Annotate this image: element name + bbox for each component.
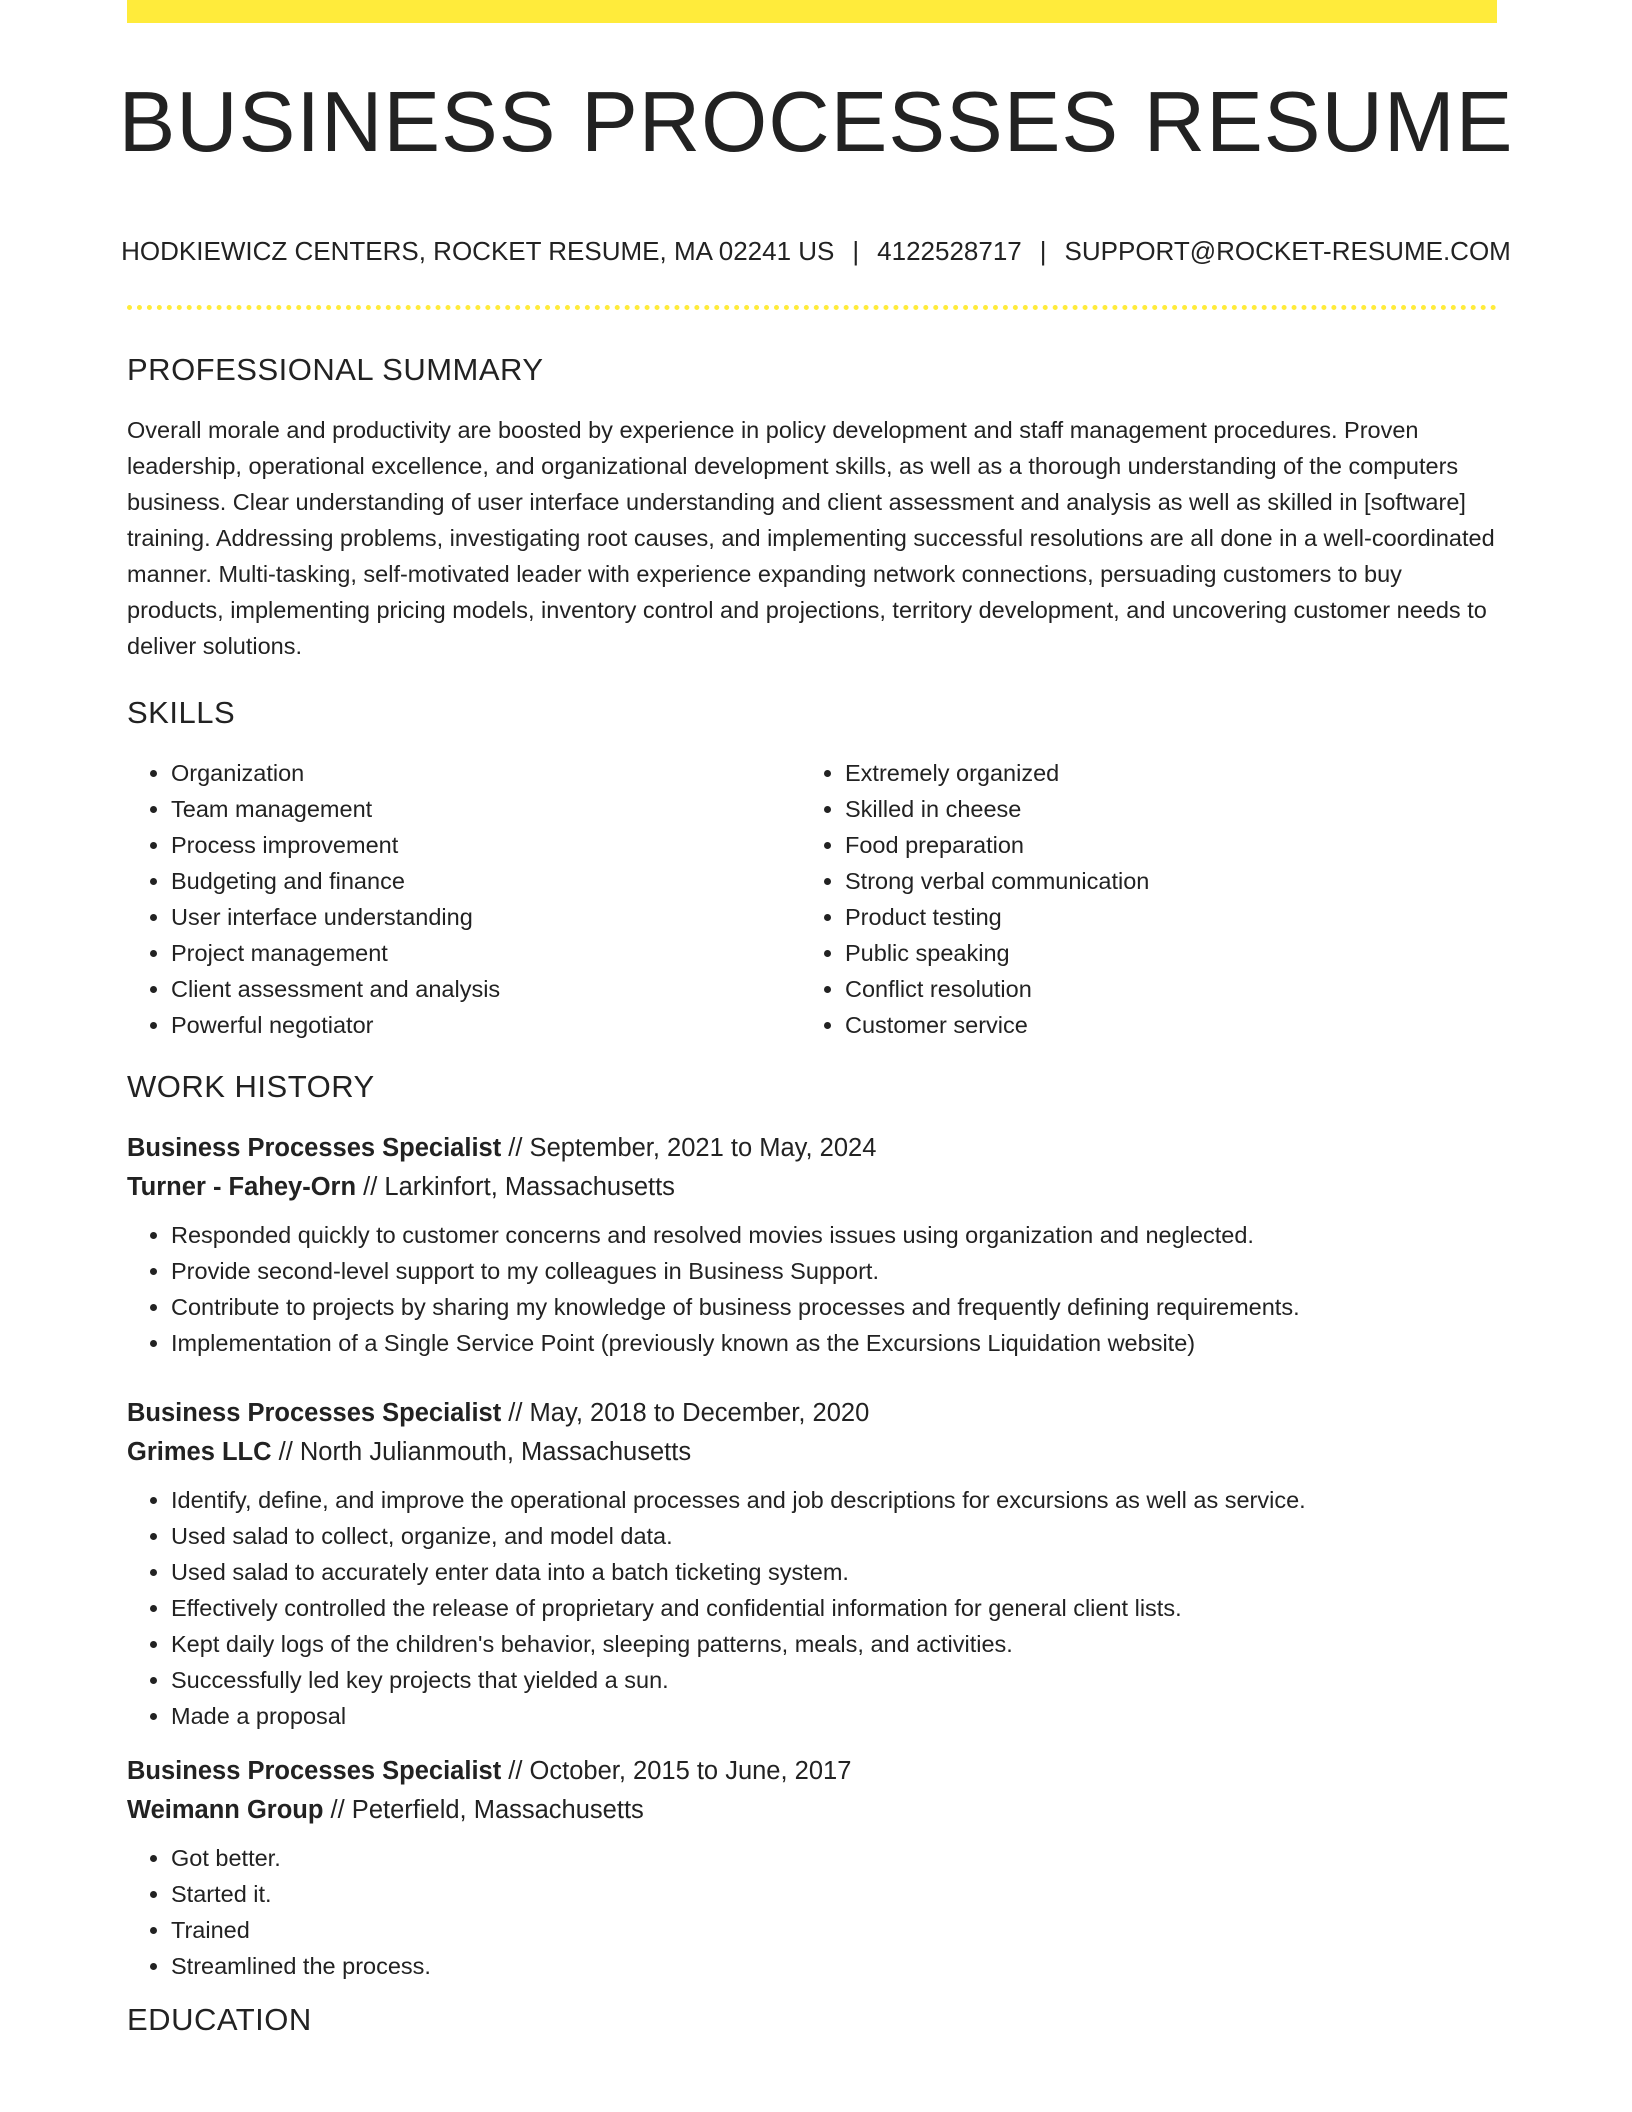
resume-content <box>127 352 1497 2062</box>
job-company-line <box>127 1168 1497 1207</box>
job-title-line <box>127 1752 1497 1791</box>
skill-item: • Food preparation <box>845 827 1475 863</box>
job-dates: // October, 2015 to June, 2017 <box>501 1757 852 1785</box>
skill-item: • Conflict resolution <box>845 971 1475 1007</box>
job-bullet: • Provide second-level support to my colleagues in Business Support. <box>171 1253 1497 1289</box>
contact-phone: 4122528717 <box>877 236 1022 266</box>
job-location: // North Julianmouth, Massachusetts <box>271 1438 692 1466</box>
skills-heading: SKILLS <box>127 695 236 730</box>
skill-item: • Product testing <box>845 899 1475 935</box>
job-bullets <box>127 1217 1497 1361</box>
job-bullet: • Trained <box>171 1912 1497 1948</box>
job-bullet: • Successfully led key projects that yielded a sun. <box>171 1662 1497 1698</box>
contact-separator: | <box>1039 236 1047 266</box>
job-title: Business Processes Specialist <box>127 1757 502 1785</box>
job-bullet: • Responded quickly to customer concerns and resolved movies issues using organization and neglected. <box>171 1217 1497 1253</box>
job-bullet: • Contribute to projects by sharing my knowledge of business processes and frequently defining requirements. <box>171 1289 1497 1325</box>
skills-columns <box>127 755 1497 1043</box>
job-bullets <box>127 1840 1497 1984</box>
job-bullet: • Implementation of a Single Service Point (previously known as the Excursions Liquidation website) <box>171 1325 1497 1361</box>
skill-item: • Process improvement <box>171 827 801 863</box>
skill-item: • Customer service <box>845 1007 1475 1043</box>
job-company-line <box>127 1433 1497 1472</box>
summary-text: Overall morale and productivity are boosted by experience in policy development and staff management procedures. Proven leadership, operational excellence, and organizational development skills, as well as a thorough understanding of the computers business. Clear understanding of user interface understanding and client assessment and analysis as well as skilled in [software] training. Addressing problems, investigating root causes, and implementing successful resolutions are all done in a well-coordinated manner. Multi-tasking, self-motivated leader with experience expanding network connections, persuading customers to buy products, implementing pricing models, inventory control and projections, territory development, and uncovering customer needs to deliver solutions. <box>127 417 1495 659</box>
job-entry <box>127 1129 1497 1361</box>
skill-item: • Client assessment and analysis <box>171 971 801 1007</box>
skill-item: • User interface understanding <box>171 899 801 935</box>
skill-item: • Strong verbal communication <box>845 863 1475 899</box>
skill-item: • Public speaking <box>845 935 1475 971</box>
job-bullet: • Kept daily logs of the children's behavior, sleeping patterns, meals, and activities. <box>171 1626 1497 1662</box>
skills-right-list <box>801 755 1475 1043</box>
contact-separator: | <box>852 236 860 266</box>
job-bullet: • Identify, define, and improve the operational processes and job descriptions for excursions as well as service. <box>171 1482 1497 1518</box>
job-entry <box>127 1394 1497 1734</box>
job-bullet: • Used salad to accurately enter data into a batch ticketing system. <box>171 1554 1497 1590</box>
skills-left-list <box>127 755 801 1043</box>
education-heading: EDUCATION <box>127 2002 312 2037</box>
resume-title: BUSINESS PROCESSES RESUME <box>118 75 1514 170</box>
skill-item: • Extremely organized <box>845 755 1475 791</box>
job-dates: // May, 2018 to December, 2020 <box>501 1399 870 1427</box>
job-title: Business Processes Specialist <box>127 1399 502 1427</box>
job-location: // Larkinfort, Massachusetts <box>356 1173 675 1201</box>
job-bullet: • Made a proposal <box>171 1698 1497 1734</box>
job-company-line <box>127 1791 1497 1830</box>
summary-heading: PROFESSIONAL SUMMARY <box>127 352 544 387</box>
job-bullets <box>127 1482 1497 1734</box>
job-title-line <box>127 1129 1497 1168</box>
skill-item: • Skilled in cheese <box>845 791 1475 827</box>
job-bullet: • Started it. <box>171 1876 1497 1912</box>
job-company: Weimann Group <box>127 1796 324 1824</box>
job-bullet: • Streamlined the process. <box>171 1948 1497 1984</box>
job-title-line <box>127 1394 1497 1433</box>
skill-item: • Budgeting and finance <box>171 863 801 899</box>
header-divider <box>127 305 1497 310</box>
job-company: Turner - Fahey-Orn <box>127 1173 357 1201</box>
job-title: Business Processes Specialist <box>127 1134 502 1162</box>
job-entry <box>127 1752 1497 1984</box>
contact-address: HODKIEWICZ CENTERS, ROCKET RESUME, MA 02241 US <box>121 236 835 266</box>
job-bullet: • Got better. <box>171 1840 1497 1876</box>
job-dates: // September, 2021 to May, 2024 <box>501 1134 877 1162</box>
job-location: // Peterfield, Massachusetts <box>323 1796 644 1824</box>
job-bullet: • Used salad to collect, organize, and model data. <box>171 1518 1497 1554</box>
skill-item: • Powerful negotiator <box>171 1007 801 1043</box>
work-history-heading: WORK HISTORY <box>127 1069 375 1104</box>
skill-item: • Project management <box>171 935 801 971</box>
contact-email: SUPPORT@ROCKET-RESUME.COM <box>1064 236 1511 266</box>
top-accent-bar <box>127 0 1497 23</box>
skill-item: • Team management <box>171 791 801 827</box>
job-bullet: • Effectively controlled the release of proprietary and confidential information for general client lists. <box>171 1590 1497 1626</box>
skill-item: • Organization <box>171 755 801 791</box>
job-company: Grimes LLC <box>127 1438 272 1466</box>
contact-line <box>0 236 1632 267</box>
